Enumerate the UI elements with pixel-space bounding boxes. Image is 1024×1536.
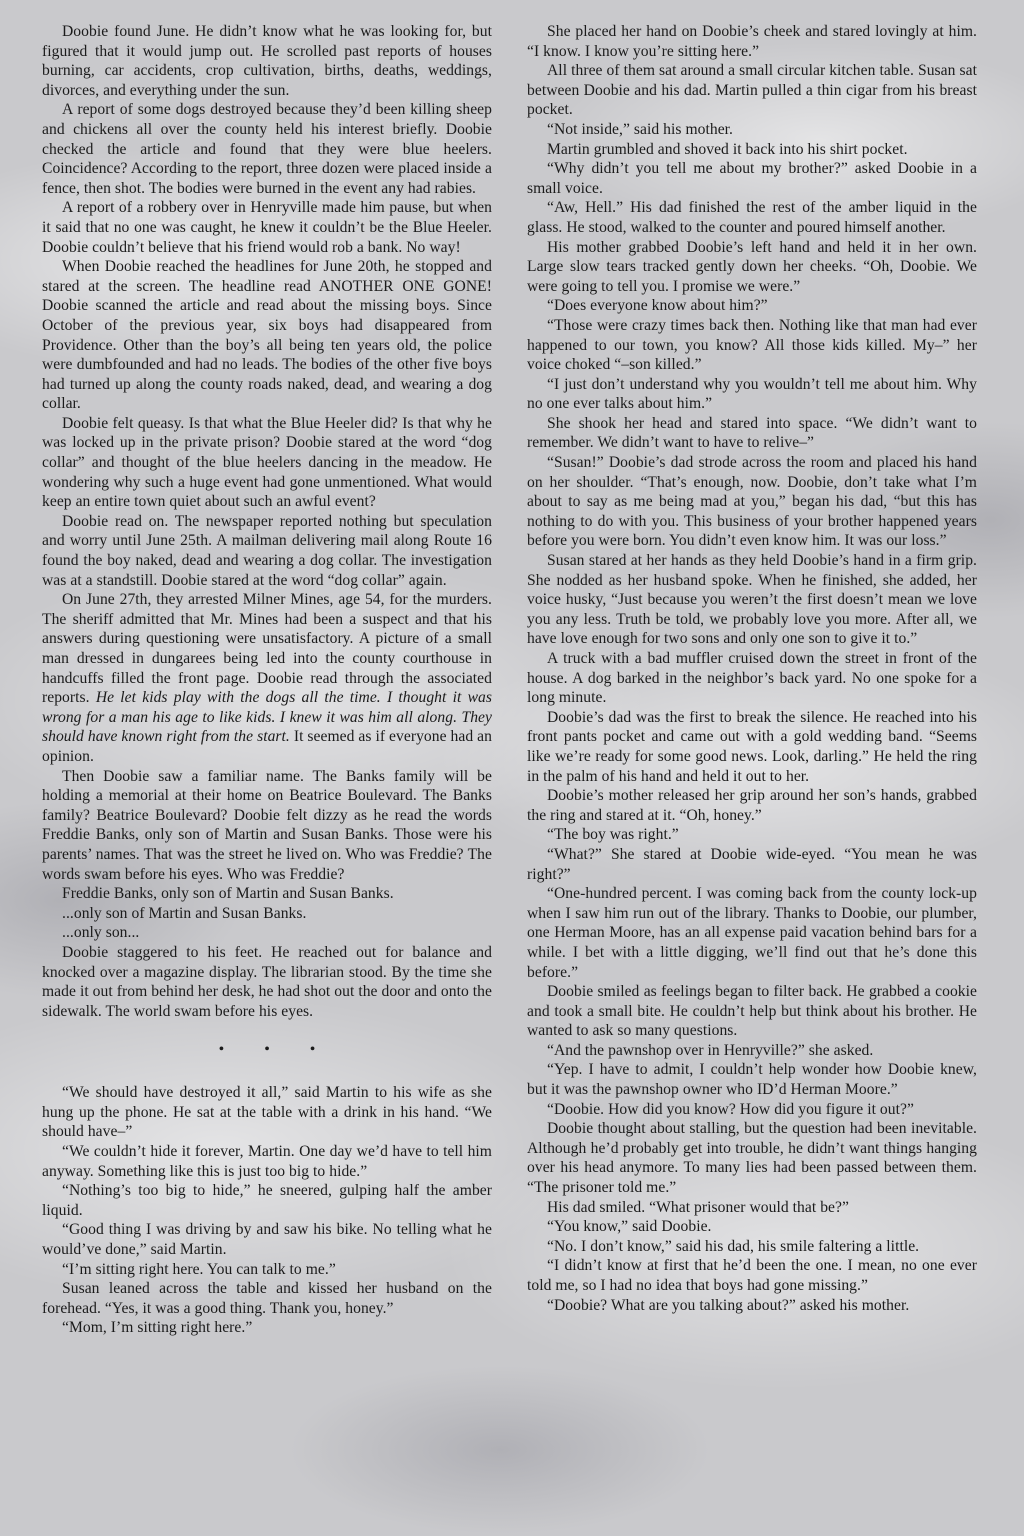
paragraph: ...only son of Martin and Susan Banks. [62, 904, 307, 922]
paragraph: Doobie thought about stalling, but the question had been inevitable. Although he’d probably get into trouble, he didn’t want things hanging over his head anymore. To many lies had been passed between them. “The prisoner told me.” [527, 1120, 977, 1197]
paragraph: Doobie’s dad was the first to break the silence. He reached into his front pants pocket and came out with a gold wedding band. “Seems like we’re ready for some good news. Look, darling.” He held the ring in the palm of his hand and held it out to her. [527, 708, 977, 785]
scene-break: • • • [218, 1041, 334, 1059]
paragraph: Doobie read on. The newspaper reported nothing but speculation and worry until June 25th. A mailman delivering mail along Route 16 found the boy naked, dead and wearing a dog collar. The investigation was at a standstill. Doobie stared at the word “dog collar” again. [42, 512, 492, 589]
paragraph: A report of some dogs destroyed because they’d been killing sheep and chickens all over the county held his interest briefly. Doobie checked the article and found that they were blue heelers. Coincidence? According to the report, three dozen were placed inside a fence, then shot. The bodies were burned in the event any had rabies. [42, 101, 492, 197]
paragraph: “No. I don’t know,” said his dad, his smile faltering a little. [547, 1237, 920, 1255]
paragraph: Then Doobie saw a familiar name. The Banks family will be holding a memorial at their home on Beatrice Boulevard. The Banks family? Beatrice Boulevard? Doobie felt dizzy as he read the words Freddie Banks, only son of Martin and Susan Banks. Those were his parents’ names. That was the street he lived on. Who was Freddie? The words swam before his eyes. Who was Freddie? [42, 767, 492, 883]
paragraph: “Doobie. How did you know? How did you figure it out?” [547, 1100, 914, 1118]
paragraph: “I’m sitting right here. You can talk to me.” [62, 1260, 336, 1278]
paragraph: Doobie found June. He didn’t know what he was looking for, but figured that it would jump out. He scrolled past reports of houses burning, car accidents, crop cultivation, births, deaths, weddings, divorces, and everything under the sun. [42, 23, 492, 99]
paragraph: “We should have destroyed it all,” said Martin to his wife as she hung up the phone. He sat at the table with a drink in his hand. “We should have–” [42, 1084, 492, 1141]
paragraph: “Aw, Hell.” His dad finished the rest of the amber liquid in the glass. He stood, walked to the counter and poured himself another. [527, 199, 977, 236]
paragraph: “And the pawnshop over in Henryville?” she asked. [547, 1041, 874, 1059]
paragraph: “The boy was right.” [547, 826, 679, 844]
paragraph: “Does everyone know about him?” [547, 297, 768, 315]
arrest-tail: It seemed as if everyone had an opinion. [42, 728, 492, 765]
paragraph: His mother grabbed Doobie’s left hand and held it in her own. Large slow tears tracked gently down her cheeks. “Oh, Doobie. We were going to tell you. I promise we were.” [527, 238, 977, 295]
left-column [42, 22, 492, 1338]
paragraph: A truck with a bad muffler cruised down the street in front of the house. A dog barked in the neighbor’s back yard. No one spoke for a long minute. [527, 650, 977, 707]
paragraph: Doobie staggered to his feet. He reached out for balance and knocked over a magazine display. The librarian stood. By the time she made it out from behind her desk, he had shot out the door and onto the sidewalk. The world swam before his eyes. [42, 943, 492, 1020]
paragraph: Susan stared at her hands as they held Doobie’s hand in a firm grip. She nodded as her husband spoke. When he finished, she added, her voice husky, “Just because you weren’t the first doesn’t mean we love you any less. Truth be told, we probably love you more. After all, we have love enough for two sons and only one son to give it to.” [527, 552, 977, 648]
paragraph: ...only son... [62, 924, 140, 942]
paragraph: When Doobie reached the headlines for June 20th, he stopped and stared at the screen. The headline read ANOTHER ONE GONE! Doobie scanned the article and read about the missing boys. Since October of the previous year, six boys had disappeared from Providence. Other than the boy’s all being ten years old, the police were dumbfounded and had no leads. The bodies of the other five boys had turned up along the county roads naked, dead, and wearing a dog collar. [42, 258, 492, 413]
paragraph: She placed her hand on Doobie’s cheek and stared lovingly at him. “I know. I know you’re sitting here.” [527, 23, 977, 60]
paragraph: “Good thing I was driving by and saw his bike. No telling what he would’ve done,” said Martin. [42, 1221, 492, 1259]
quoted-reports: He let kids play with the dogs all the time. I thought it was wrong for a man his age to like kids. I knew it was him all along. They should have known right from the start. [42, 689, 492, 746]
arrest-lead: On June 27th, they arrested Milner Mines, age 54, for the murders. The sheriff admitted that Mr. Mines had been a suspect and that his answers during questioning were unsatisfactory. A picture of a small man dressed in dungarees being led into the county courthouse in handcuffs filled the front page. Doobie read through the associated reports. [42, 591, 492, 707]
paragraph: “Yep. I have to admit, I couldn’t help wonder how Doobie knew, but it was the pawnshop owner who ID’d Herman Moore.” [527, 1061, 977, 1099]
paragraph: “Why didn’t you tell me about my brother?” asked Doobie in a small voice. [527, 160, 977, 197]
paragraph: She shook her head and stared into space. “We didn’t want to remember. We didn’t want to have to relive–” [527, 414, 977, 452]
paragraph: “Mom, I’m sitting right here.” [62, 1319, 253, 1337]
paragraph: Martin grumbled and shoved it back into his shirt pocket. [547, 140, 908, 158]
paragraph: Freddie Banks, only son of Martin and Susan Banks. [62, 885, 394, 903]
paragraph: “I didn’t know at first that he’d been the one. I mean, no one ever told me, so I had no idea that boys had gone missing.” [527, 1257, 977, 1294]
paragraph: “Those were crazy times back then. Nothing like that man had ever happened to our town, you know? All those kids killed. My–” her voice choked “–son killed.” [527, 316, 977, 374]
paragraph: “Doobie? What are you talking about?” asked his mother. [547, 1296, 910, 1314]
paragraph: “Susan!” Doobie’s dad strode across the room and placed his hand on her shoulder. “That’s enough, now. Doobie, don’t take what I’m about to say as me being mad at you,” began his dad, “but this has nothing to do with you. This business of your brother happened years before you were born. You didn’t even know him. It was our loss.” [527, 454, 977, 550]
paragraph: “What?” She stared at Doobie wide-eyed. “You mean he was right?” [527, 845, 977, 883]
paragraph: “We couldn’t hide it forever, Martin. One day we’d have to tell him anyway. Something like this is just too big to hide.” [42, 1143, 492, 1180]
paragraph: All three of them sat around a small circular kitchen table. Susan sat between Doobie and his dad. Martin pulled a thin cigar from his breast pocket. [527, 62, 977, 119]
arrest-paragraph [42, 590, 492, 766]
paragraph: Doobie felt queasy. Is that what the Blue Heeler did? Is that why he was locked up in the private prison? Doobie stared at the word “dog collar” and thought of the blue heelers dancing in the meadow. He wondering why such a huge event had gone unmentioned. What would keep an entire town quiet about such an awful event? [42, 414, 492, 511]
paragraph: Susan leaned across the table and kissed her husband on the forehead. “Yes, it was a good thing. Thank you, honey.” [42, 1280, 492, 1317]
paragraph: “Not inside,” said his mother. [547, 120, 733, 138]
paragraph: “You know,” said Doobie. [547, 1218, 712, 1236]
paragraph: A report of a robbery over in Henryville made him pause, but when it said that no one was caught, he knew it couldn’t be the Blue Heeler. Doobie couldn’t believe that his friend would rob a bank. No way! [42, 199, 492, 256]
paragraph: Doobie smiled as feelings began to filter back. He grabbed a cookie and took a small bite. He couldn’t help but think about his brother. He wanted to ask so many questions. [527, 983, 977, 1040]
paragraph: “I just don’t understand why you wouldn’t tell me about him. Why no one ever talks about him.” [527, 375, 977, 413]
paragraph: “Nothing’s too big to hide,” he sneered, gulping half the amber liquid. [42, 1182, 492, 1219]
right-column [527, 22, 977, 1315]
paragraph: “One-hundred percent. I was coming back from the county lock-up when I saw him run out of the library. Thanks to Doobie, our plumber, one Herman Moore, has an all expense paid vacation behind bars for a while. I bet with a little digging, we’ll find out that he’s done this before.” [527, 885, 977, 981]
paragraph: Doobie’s mother released her grip around her son’s hands, grabbed the ring and stared at it. “Oh, honey.” [527, 787, 977, 824]
paragraph: His dad smiled. “What prisoner would that be?” [547, 1198, 849, 1216]
